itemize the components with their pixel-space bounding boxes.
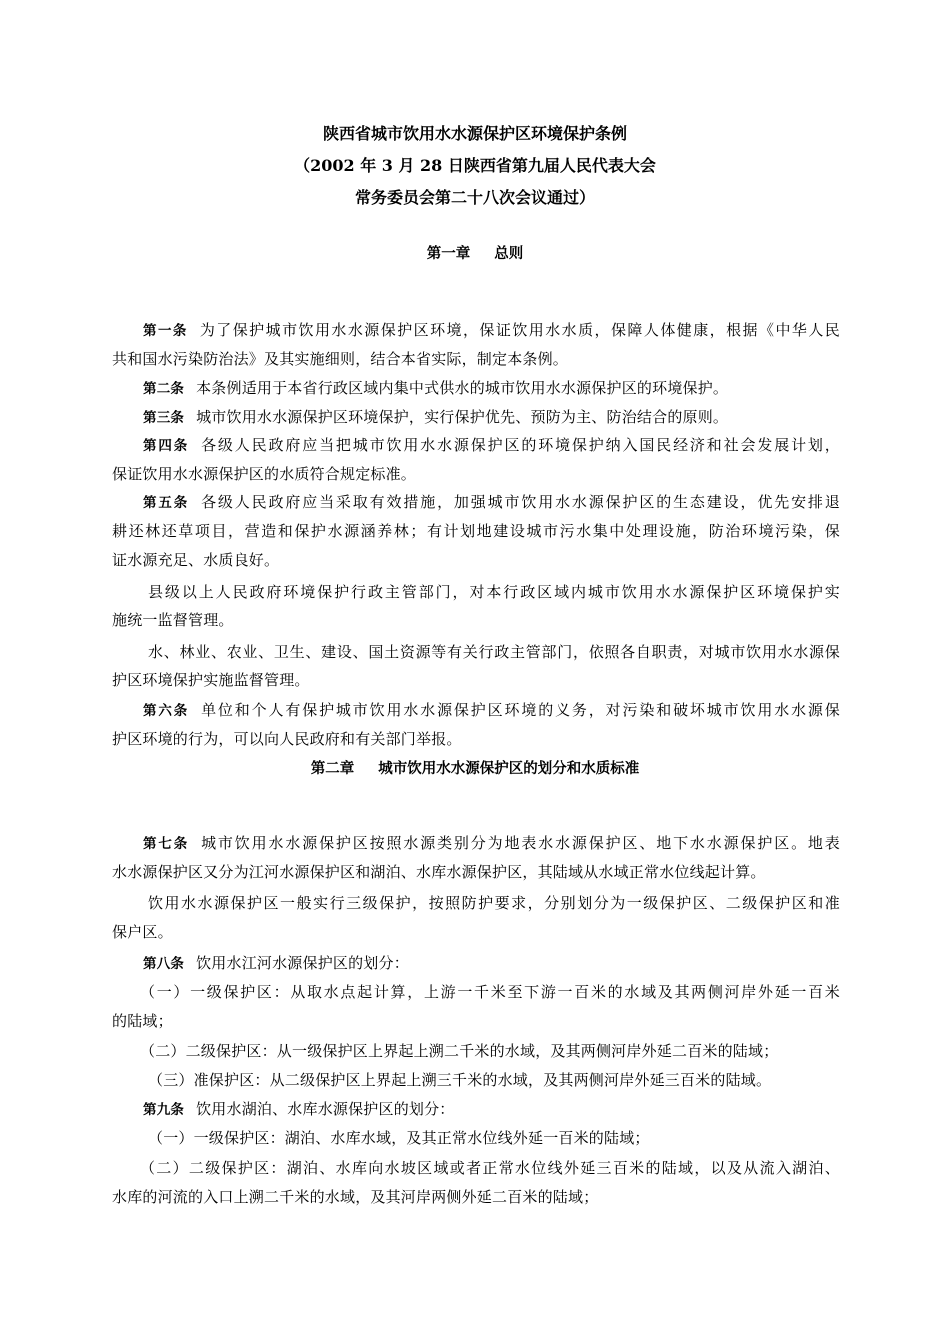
list-item: （一）一级保护区：湖泊、水库水域，及其正常水位线外延一百米的陆域； [148,1129,650,1147]
article-label: 第一条 [143,323,188,339]
article-label: 第三条 [143,410,185,426]
chapter-2-heading [0,759,950,779]
paragraph-line: 水库的河流的入口上溯二千米的水域，及其河岸两侧外延二百米的陆域； [112,1188,599,1206]
article-6 [143,700,840,721]
paragraph-line: 城市饮用水水源保护区环境保护，实行保护优先、预防为主、防治结合的原则。 [196,408,729,426]
paragraph-line: 的陆域； [112,1012,173,1030]
paragraph-line: 单位和个人有保护城市饮用水水源保护区环境的义务，对污染和破坏城市饮用水水源保 [201,701,840,719]
article-8 [143,953,871,974]
paragraph-line: 为了保护城市饮用水水源保护区环境，保证饮用水水质，保障人体健康，根据《中华人民 [199,321,840,339]
paragraph-line: 城市饮用水水源保护区按照水源类别分为地表水水源保护区、地下水水源保护区。地表 [201,834,840,852]
article-label: 第八条 [143,956,185,972]
article-label: 第九条 [143,1102,185,1118]
paragraph-line: 饮用水湖泊、水库水源保护区的划分： [196,1100,455,1118]
paragraph-line: 水、林业、农业、卫生、建设、国土资源等有关行政主管部门，依照各自职责，对城市饮用水水源保 [148,643,840,661]
paragraph-line: 保证饮用水水源保护区的水质符合规定标准。 [112,465,417,483]
article-4 [143,435,840,456]
paragraph-line: 共和国水污染防治法》及其实施细则，结合本省实际，制定本条例。 [112,350,569,368]
document-title: 陕西省城市饮用水水源保护区环境保护条例 [322,124,627,143]
paragraph-line: 护区环境保护实施监督管理。 [112,671,310,689]
chapter-1-heading [0,244,950,264]
paragraph-line: 县级以上人民政府环境保护行政主管部门，对本行政区域内城市饮用水水源保护区环境保护实 [148,583,840,601]
article-label: 第七条 [143,836,190,852]
paragraph-line: 施统一监督管理。 [112,611,234,629]
article-3 [143,407,871,428]
list-item: （二）二级保护区：从一级保护区上界起上溯二千米的水域，及其两侧河岸外延二百米的陆域； [140,1042,779,1060]
chapter-name: 城市饮用水水源保护区的划分和水质标准 [378,760,640,777]
list-item: （三）准保护区：从二级保护区上界起上溯三千米的水域，及其两侧河岸外延三百米的陆域。 [148,1071,772,1089]
chapter-name: 总则 [494,245,524,262]
paragraph-line: 证水源充足、水质良好。 [112,551,280,569]
article-9 [143,1099,871,1120]
article-label: 第二条 [143,381,185,397]
paragraph-line: 保户区。 [112,923,173,941]
list-item: （一）一级保护区：从取水点起计算，上游一千米至下游一百米的水域及其两侧河岸外延一百米 [140,983,840,1001]
article-5 [143,492,840,513]
paragraph-line: 饮用水水源保护区一般实行三级保护，按照防护要求，分别划分为一级保护区、二级保护区和准 [148,894,840,912]
article-label: 第五条 [143,495,190,511]
article-label: 第四条 [143,438,190,454]
paragraph-line: 耕还林还草项目，营造和保护水源涵养林；有计划地建设城市污水集中处理设施，防治环境污染，保 [112,522,840,540]
article-label: 第六条 [143,703,190,719]
paragraph-line: 护区环境的行为，可以向人民政府和有关部门举报。 [112,730,462,748]
paragraph-line: 饮用水江河水源保护区的划分： [196,954,409,972]
paragraph-line: 水水源保护区又分为江河水源保护区和湖泊、水库水源保护区，其陆域从水域正常水位线起计算。 [112,863,766,881]
paragraph-line: 各级人民政府应当采取有效措施，加强城市饮用水水源保护区的生态建设，优先安排退 [201,493,840,511]
list-item: （二）二级保护区：湖泊、水库向水坡区域或者正常水位线外延三百米的陆域，以及从流入湖泊、 [140,1159,840,1177]
article-7 [143,833,840,854]
article-2 [143,378,871,399]
paragraph-line: 各级人民政府应当把城市饮用水水源保护区的环境保护纳入国民经济和社会发展计划， [201,436,840,454]
chapter-number: 第一章 [426,245,471,262]
paragraph-line: 本条例适用于本省行政区域内集中式供水的城市饮用水水源保护区的环境保护。 [196,379,729,397]
document-subtitle-line1: （2002 年 3 月 28 日陕西省第九届人民代表大会 [294,156,656,175]
chapter-number: 第二章 [310,760,355,777]
article-1 [143,320,840,341]
document-subtitle-line2: 常务委员会第二十八次会议通过） [354,188,595,207]
